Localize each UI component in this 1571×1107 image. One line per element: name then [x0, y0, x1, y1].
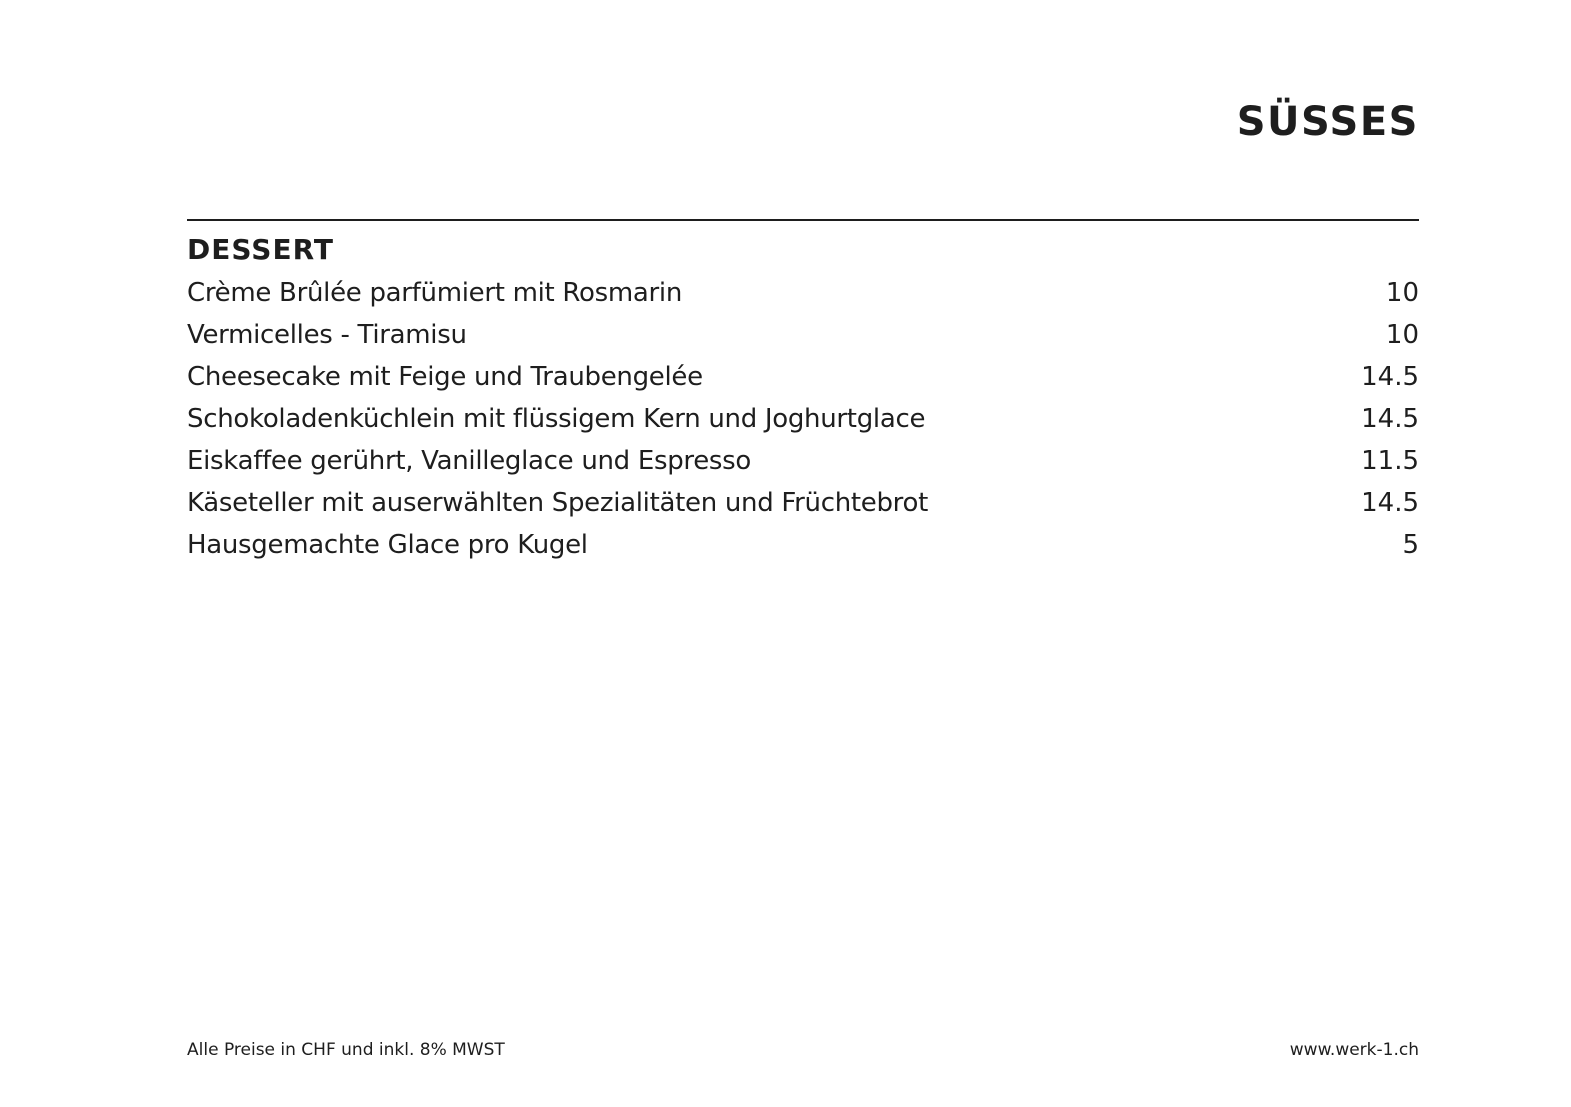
- menu-item-name: Käseteller mit auserwählten Spezialitäten und Früchtebrot: [187, 488, 929, 518]
- menu-list: [187, 272, 1419, 566]
- menu-item: [187, 314, 1419, 356]
- menu-item: [187, 482, 1419, 524]
- menu-item-price: 10: [1385, 278, 1419, 308]
- menu-item: [187, 524, 1419, 566]
- menu-item: [187, 356, 1419, 398]
- menu-item-name: Eiskaffee gerührt, Vanilleglace und Espresso: [187, 446, 752, 476]
- menu-item-name: Cheesecake mit Feige und Traubengelée: [187, 362, 703, 392]
- footer-price-note: Alle Preise in CHF und inkl. 8% MWST: [187, 1040, 505, 1060]
- menu-item-name: Vermicelles - Tiramisu: [187, 320, 467, 350]
- menu-item-name: Schokoladenküchlein mit flüssigem Kern und Joghurtglace: [187, 404, 926, 434]
- menu-item-name: Crème Brûlée parfümiert mit Rosmarin: [187, 278, 683, 308]
- menu-item-price: 14.5: [1361, 362, 1419, 392]
- menu-item-price: 14.5: [1361, 488, 1419, 518]
- menu-item: [187, 272, 1419, 314]
- menu-item-price: 14.5: [1361, 404, 1419, 434]
- dessert-section: [187, 230, 1419, 566]
- menu-item-price: 5: [1402, 530, 1419, 560]
- menu-item: [187, 440, 1419, 482]
- footer-website: www.werk-1.ch: [1289, 1040, 1419, 1060]
- menu-item-name: Hausgemachte Glace pro Kugel: [187, 530, 588, 560]
- section-divider: [187, 219, 1419, 221]
- menu-item-price: 10: [1385, 320, 1419, 350]
- page-title: SÜSSES: [1236, 99, 1419, 145]
- section-heading: DESSERT: [187, 233, 334, 266]
- menu-item: [187, 398, 1419, 440]
- menu-item-price: 11.5: [1361, 446, 1419, 476]
